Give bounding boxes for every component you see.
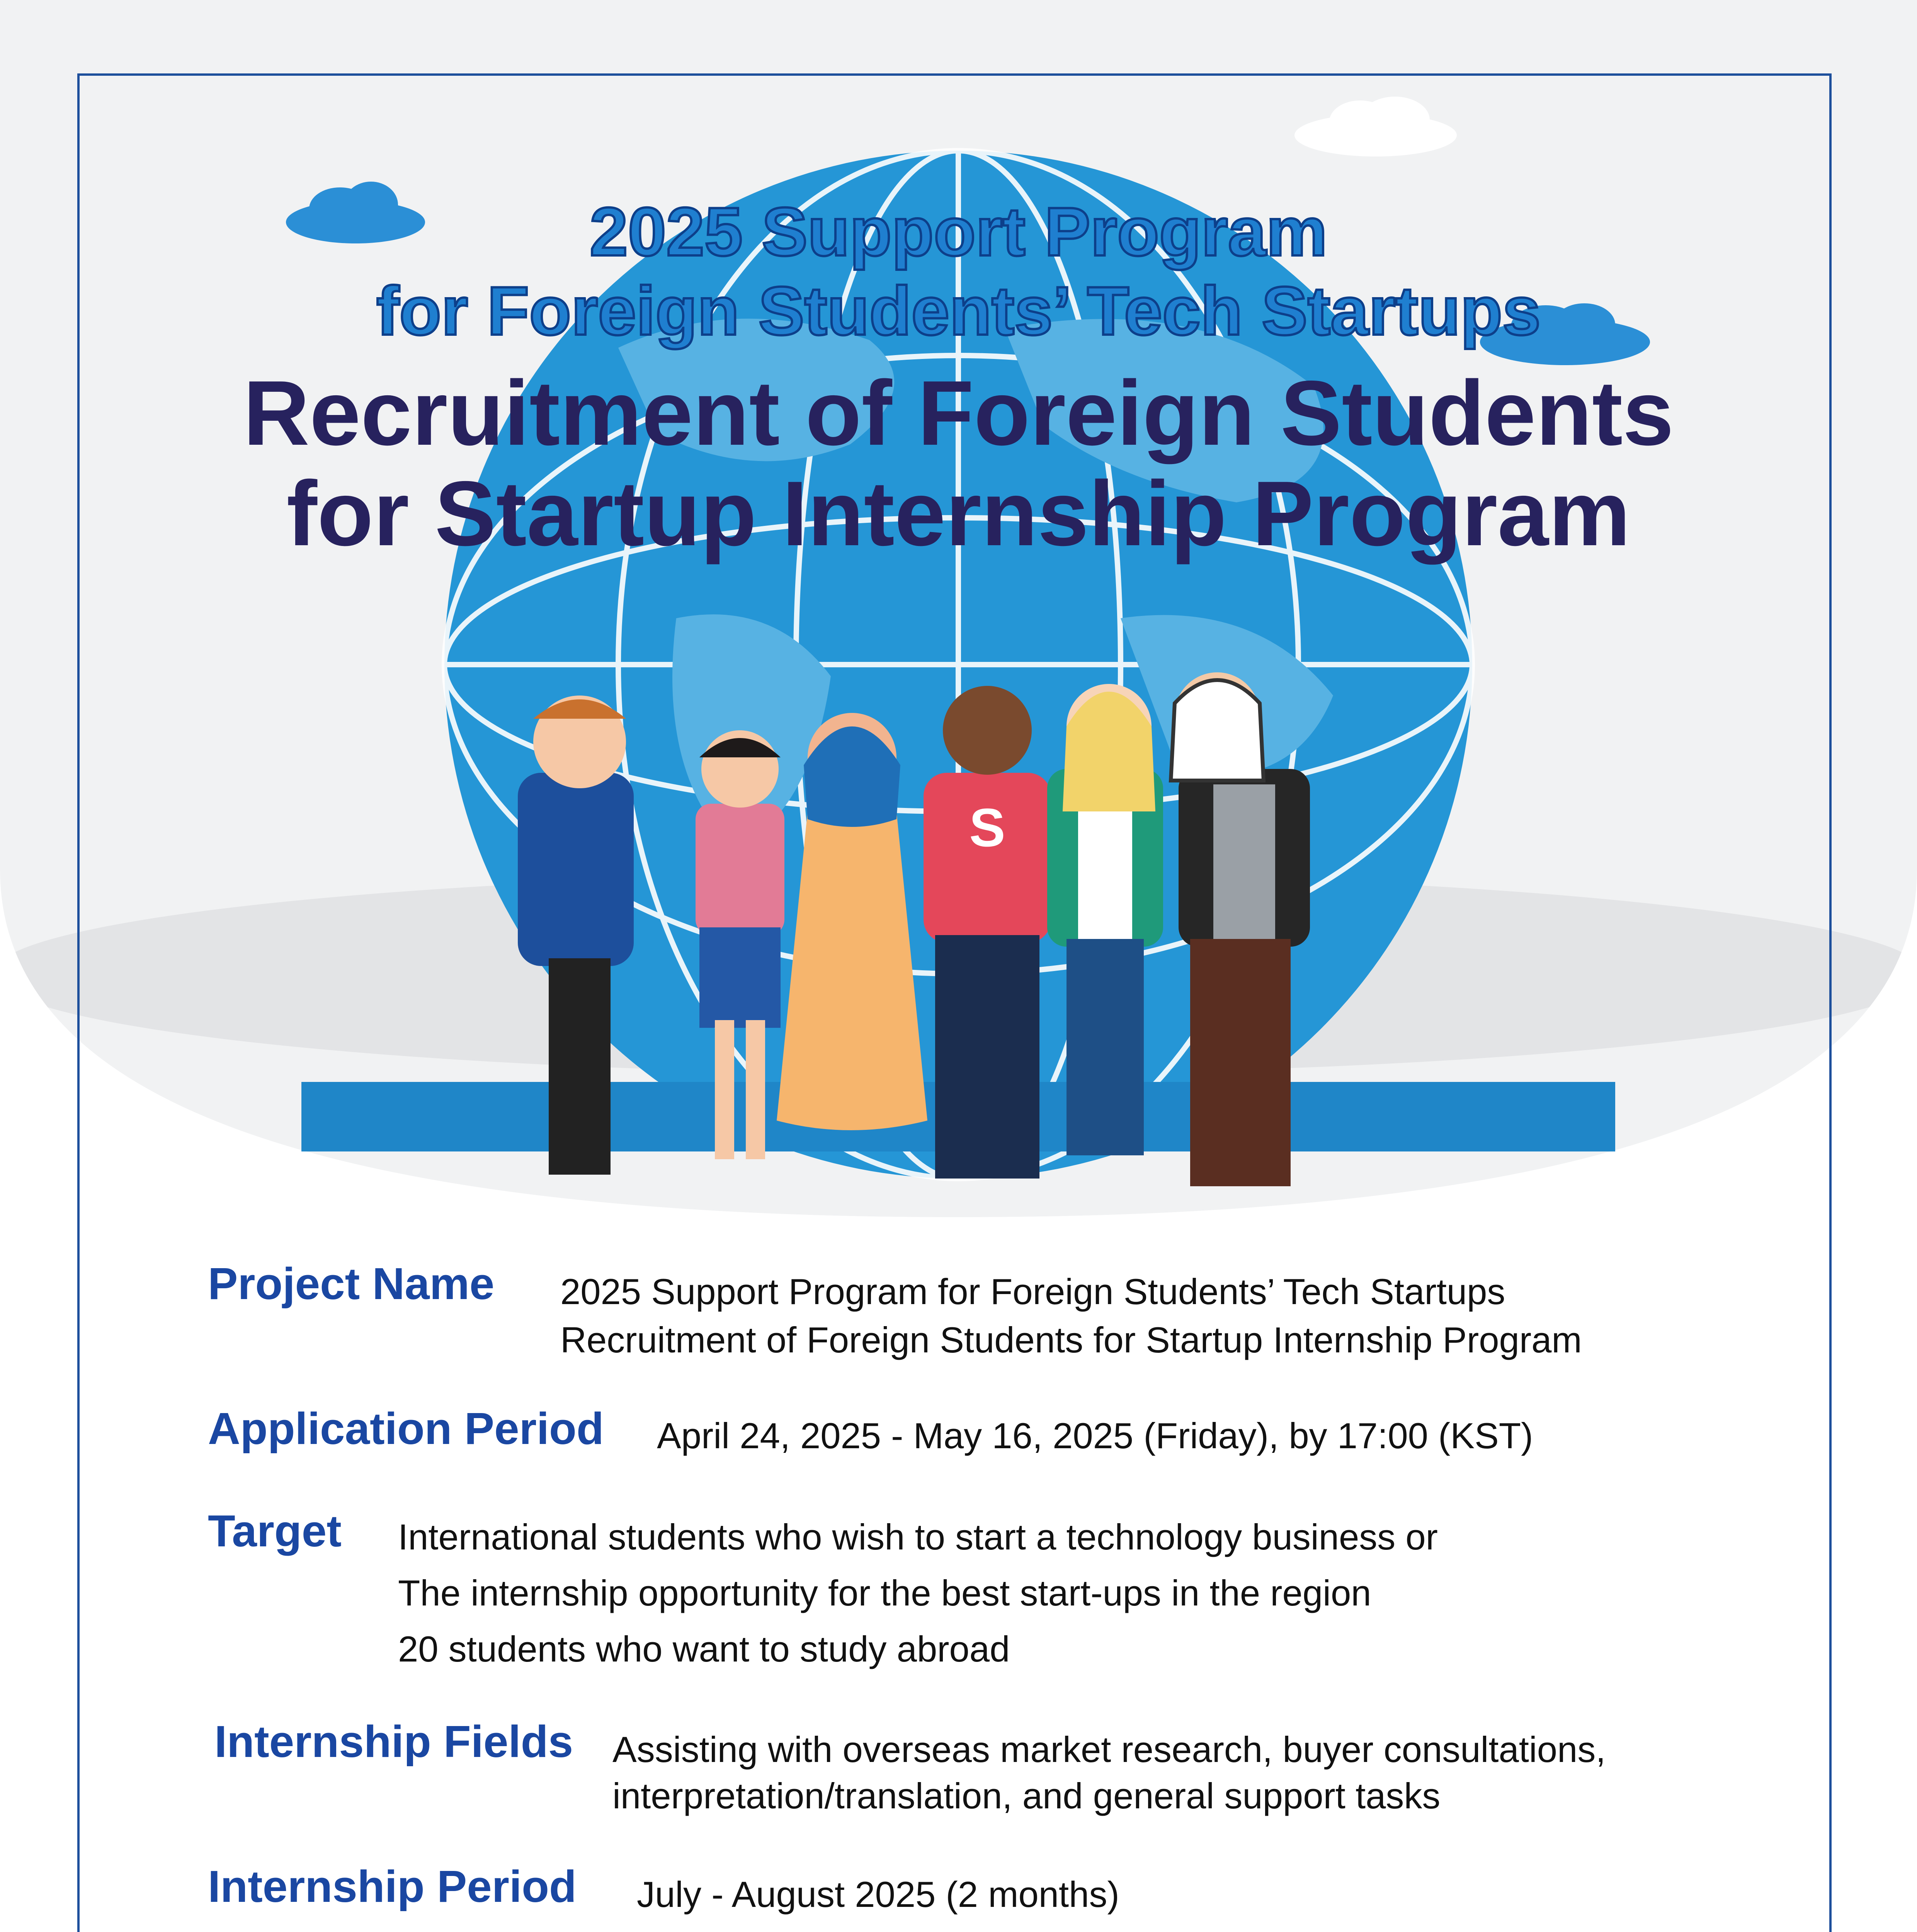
- internship-period-label: Internship Period: [208, 1861, 577, 1912]
- internship-fields-value-line2: interpretation/translation, and general support tasks: [612, 1776, 1441, 1816]
- target-value-line2: The internship opportunity for the best start-ups in the region: [398, 1573, 1371, 1613]
- application-period-label: Application Period: [208, 1403, 604, 1454]
- title-line1: Recruitment of Foreign Students: [243, 362, 1674, 464]
- svg-text:S: S: [969, 797, 1005, 858]
- target-value-line3: 20 students who want to study abroad: [398, 1629, 1010, 1669]
- target-label: Target: [208, 1506, 342, 1556]
- project-name-value-line2: Recruitment of Foreign Students for Startup Internship Program: [560, 1320, 1582, 1360]
- internship-fields-value-line1: Assisting with overseas market research, buyer consultations,: [612, 1729, 1606, 1770]
- project-name-value-line1: 2025 Support Program for Foreign Students’ Tech Startups: [560, 1271, 1505, 1312]
- project-name-label: Project Name: [208, 1259, 495, 1309]
- internship-fields-label: Internship Fields: [214, 1716, 573, 1767]
- subtitle-line2: for Foreign Students’ Tech Startups: [376, 272, 1541, 349]
- target-value-line1: International students who wish to start a technology business or: [398, 1517, 1438, 1557]
- subtitle-line1: 2025 Support Program: [589, 193, 1328, 270]
- title-line2: for Startup Internship Program: [286, 463, 1631, 565]
- internship-period-value: July - August 2025 (2 months): [637, 1874, 1119, 1915]
- application-period-value: April 24, 2025 - May 16, 2025 (Friday), by 17:00 (KST): [657, 1415, 1533, 1456]
